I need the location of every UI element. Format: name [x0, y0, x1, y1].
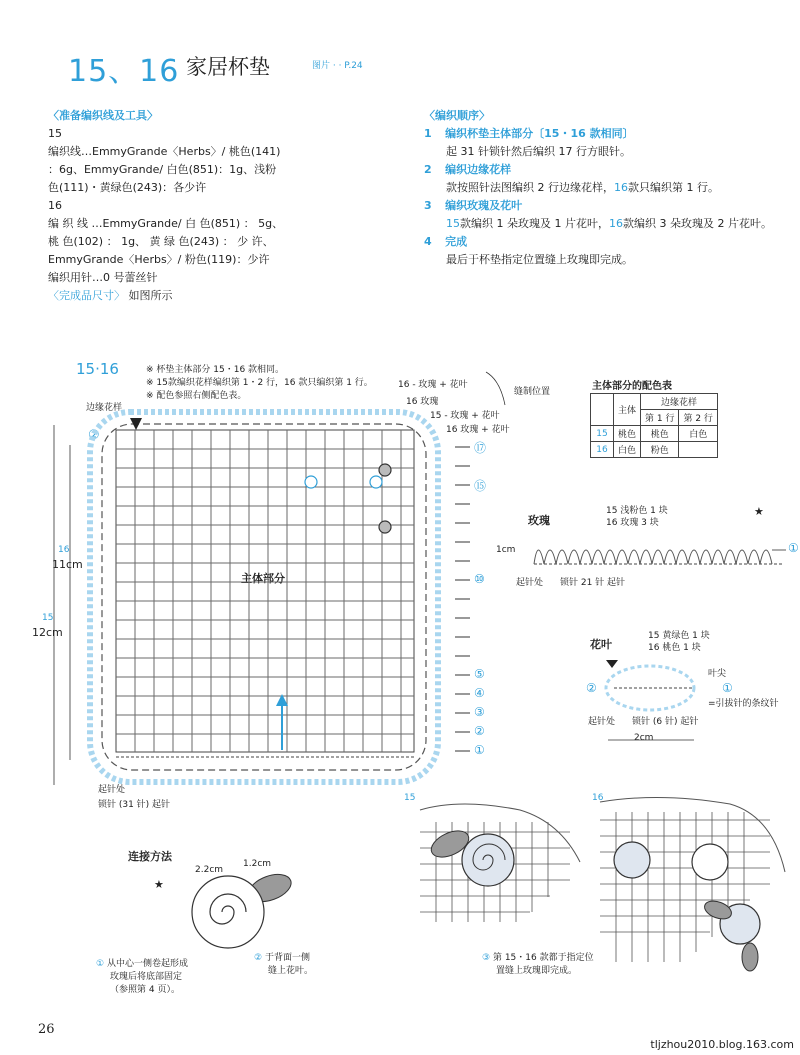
edge-pattern-number: ② [88, 428, 100, 443]
rose-marker [305, 476, 317, 488]
color-table-cell: 粉色 [641, 442, 679, 458]
finished-15-label: 15 [404, 793, 416, 803]
chart-chain-label: 锁针 (31 针) 起针 [98, 800, 171, 810]
label-16-rose-leaf: 16 - 玫瑰 + 花叶 [398, 380, 468, 390]
label-16-rose-leaf-2: 16 玫瑰 + 花叶 [446, 425, 510, 435]
dim-16-value: 11cm [52, 558, 83, 571]
step-3-text-b: 款编织 1 朵玫瑰及 1 片花叶， [460, 217, 609, 230]
materials-16-line3: EmmyGrande〈Herbs〉/ 粉色(119)：少许 [48, 253, 270, 266]
color-table-main-header: 主体 [614, 394, 641, 426]
leaf-line-16: 16 桃色 1 块 [648, 643, 701, 653]
color-table-cell [679, 442, 717, 458]
step-4-number: 4 [424, 235, 432, 248]
color-table-title: 主体部分的配色表 [592, 381, 672, 392]
chart-note-2: ※ 15款编织花样编织第 1・2 行，16 款只编织第 1 行。 [146, 378, 373, 388]
main-part-label: 主体部分 [241, 572, 285, 585]
color-table-row1-header: 第 1 行 [641, 410, 679, 426]
color-table-cell: 白色 [614, 442, 641, 458]
step-1-number: 1 [424, 127, 432, 140]
joining-title: 连接方法 [128, 850, 172, 863]
joining-step-1-line-b: 玫瑰后将底部固定 [110, 972, 183, 982]
rose-height: 1cm [496, 545, 516, 555]
edge-pattern-label: 边缘花样 [86, 403, 123, 413]
materials-15-line3: 色(111)・黄绿色(243)：各少许 [48, 181, 207, 194]
materials-15-line1: 编织线…EmmyGrande〈Herbs〉/ 桃色(141) [48, 145, 281, 158]
watermark: tljzhou2010.blog.163.com [650, 1038, 794, 1051]
page-number: 26 [38, 1022, 55, 1037]
order-heading: 〈编织顺序〉 [424, 109, 490, 122]
materials-15-number: 15 [48, 127, 62, 140]
step-2-text-b: 16 [614, 181, 628, 194]
size-value: 如图所示 [128, 289, 173, 302]
label-sewing-position: 缝制位置 [514, 387, 551, 397]
row-number-15: ⑮ [474, 479, 487, 493]
rose-row-1: ① [788, 541, 799, 555]
dim-16-label: 16 [58, 545, 70, 555]
row-number-5: ⑤ [474, 667, 485, 681]
color-table-edge-header: 边缘花样 [641, 394, 718, 410]
color-table-cell: 桃色 [614, 426, 641, 442]
rose-star: ★ [754, 505, 764, 518]
leaf-title: 花叶 [590, 638, 612, 651]
row-number-2: ② [474, 724, 485, 738]
materials-15-line2: ：6g、EmmyGrande/ 白色(851)：1g、浅粉 [48, 163, 277, 176]
step-4-text: 最后于杯垫指定位置缝上玫瑰即完成。 [446, 253, 633, 266]
joining-step-2-number: ② [254, 953, 263, 963]
mesh-grid [116, 430, 414, 752]
row-number-4: ④ [474, 686, 485, 700]
joining-step-2 [254, 952, 313, 978]
materials-16-line1: 编 织 线 …EmmyGrande/ 白 色(851) ： 5g、 [48, 217, 284, 230]
step-4-heading: 完成 [445, 235, 468, 248]
joining-step-2-line-b: 缝上花叶。 [268, 966, 314, 976]
rose-line-15: 15 浅粉色 1 块 [606, 506, 668, 516]
dim-15-value: 12cm [32, 626, 63, 639]
leaf-width: 2cm [634, 733, 654, 743]
joining-step-1-line-c: （参照第 4 页）。 [110, 985, 180, 995]
step-1-heading: 编织杯垫主体部分〔15・16 款相同〕 [445, 127, 634, 140]
color-table-cell: 白色 [679, 426, 717, 442]
row-number-10: ⑩ [474, 572, 485, 586]
materials-16-number: 16 [48, 199, 62, 212]
finished-16-label: 16 [592, 793, 604, 803]
chart-note-3: ※ 配色参照右侧配色表。 [146, 391, 247, 401]
leaf-chain: 锁针 (6 针) 起针 [632, 717, 699, 727]
chart-label: 15·16 [76, 360, 119, 378]
leaf-line-15: 15 黄绿色 1 块 [648, 631, 710, 641]
rose-chain: 锁针 21 针 起针 [560, 578, 626, 588]
step-2-text-a: 款按照针法图编织 2 行边缘花样， [446, 181, 614, 194]
joining-step-3-line-b: 置缝上玫瑰即完成。 [496, 966, 578, 976]
joining-illustration [170, 860, 300, 960]
rose-stitch-chart [520, 530, 790, 574]
materials-16-line2: 桃 色(102) ： 1g、 黄 绿 色(243) ： 少 许、 [48, 235, 274, 248]
step-3-text-c: 16 [608, 217, 623, 230]
leaf-slip: =引拔针的条纹针 [708, 699, 779, 709]
dim-15-label: 15 [42, 613, 54, 623]
label-15-rose-leaf: 15 - 玫瑰 + 花叶 [430, 411, 500, 421]
step-2-heading: 编织边缘花样 [445, 163, 512, 176]
rose-marker [379, 464, 391, 476]
rose-marker [370, 476, 382, 488]
step-3-number: 3 [424, 199, 432, 212]
size-label: 〈完成品尺寸〉 [48, 289, 125, 302]
rose-start: 起针处 [516, 578, 544, 588]
joining-dim-1: 2.2cm [195, 865, 224, 875]
color-table [590, 393, 718, 458]
leaf-stitch-chart [598, 660, 718, 750]
materials-hook: 编织用针…0 号蕾丝针 [48, 271, 158, 284]
label-16-rose: 16 玫瑰 [406, 397, 439, 407]
color-table-cell: 桃色 [641, 426, 679, 442]
color-table-row2-header: 第 2 行 [679, 410, 717, 426]
rose-marker [379, 521, 391, 533]
joining-step-1-line-a: 从中心一侧卷起形成 [106, 959, 188, 969]
step-1-text: 起 31 针锁针然后编织 17 行方眼针。 [446, 145, 631, 158]
row-number-3: ③ [474, 705, 485, 719]
leaf-row-2: ② [586, 681, 597, 695]
joining-dim-2: 1.2cm [243, 859, 272, 869]
finished-pieces [400, 792, 800, 972]
table-row [591, 442, 718, 458]
page-title: 家居杯垫 [186, 55, 270, 79]
rose-title: 玫瑰 [528, 514, 550, 527]
pattern-number: 15、16 [68, 54, 180, 89]
joining-step-3-number: ③ [482, 953, 491, 963]
chart-note-1: ※ 杯垫主体部分 15・16 款相同。 [146, 365, 285, 375]
step-2-number: 2 [424, 163, 432, 176]
rose-line-16: 16 玫瑰 3 块 [606, 518, 659, 528]
row-number-1: ① [474, 743, 485, 757]
color-table-cell: 16 [591, 442, 614, 458]
row-arrows [455, 447, 470, 751]
leaf-start: 起针处 [588, 717, 616, 727]
joining-step-3-line-a: 第 15・16 款都于指定位 [492, 953, 594, 963]
color-table-cell: 15 [591, 426, 614, 442]
table-row [591, 426, 718, 442]
joining-step-1-number: ① [96, 959, 105, 969]
step-3-text-a: 15 [446, 217, 460, 230]
leaf-tip: 叶尖 [708, 669, 727, 679]
step-2-text-c: 款只编织第 1 行。 [628, 181, 719, 194]
step-3-text-d: 款编织 3 朵玫瑰及 2 片花叶。 [622, 217, 772, 230]
materials-heading: 〈准备编织线及工具〉 [48, 109, 158, 122]
joining-star: ★ [154, 878, 164, 891]
leaf-row-1: ① [722, 681, 733, 695]
photo-reference: 图片 · · P.24 [312, 61, 363, 71]
step-3-heading: 编织玫瑰及花叶 [445, 199, 523, 212]
row-number-17: ⑰ [474, 441, 487, 455]
joining-step-1 [96, 958, 188, 997]
joining-step-2-line-a: 于背面一侧 [264, 953, 310, 963]
chart-start-label: 起针处 [98, 785, 126, 795]
